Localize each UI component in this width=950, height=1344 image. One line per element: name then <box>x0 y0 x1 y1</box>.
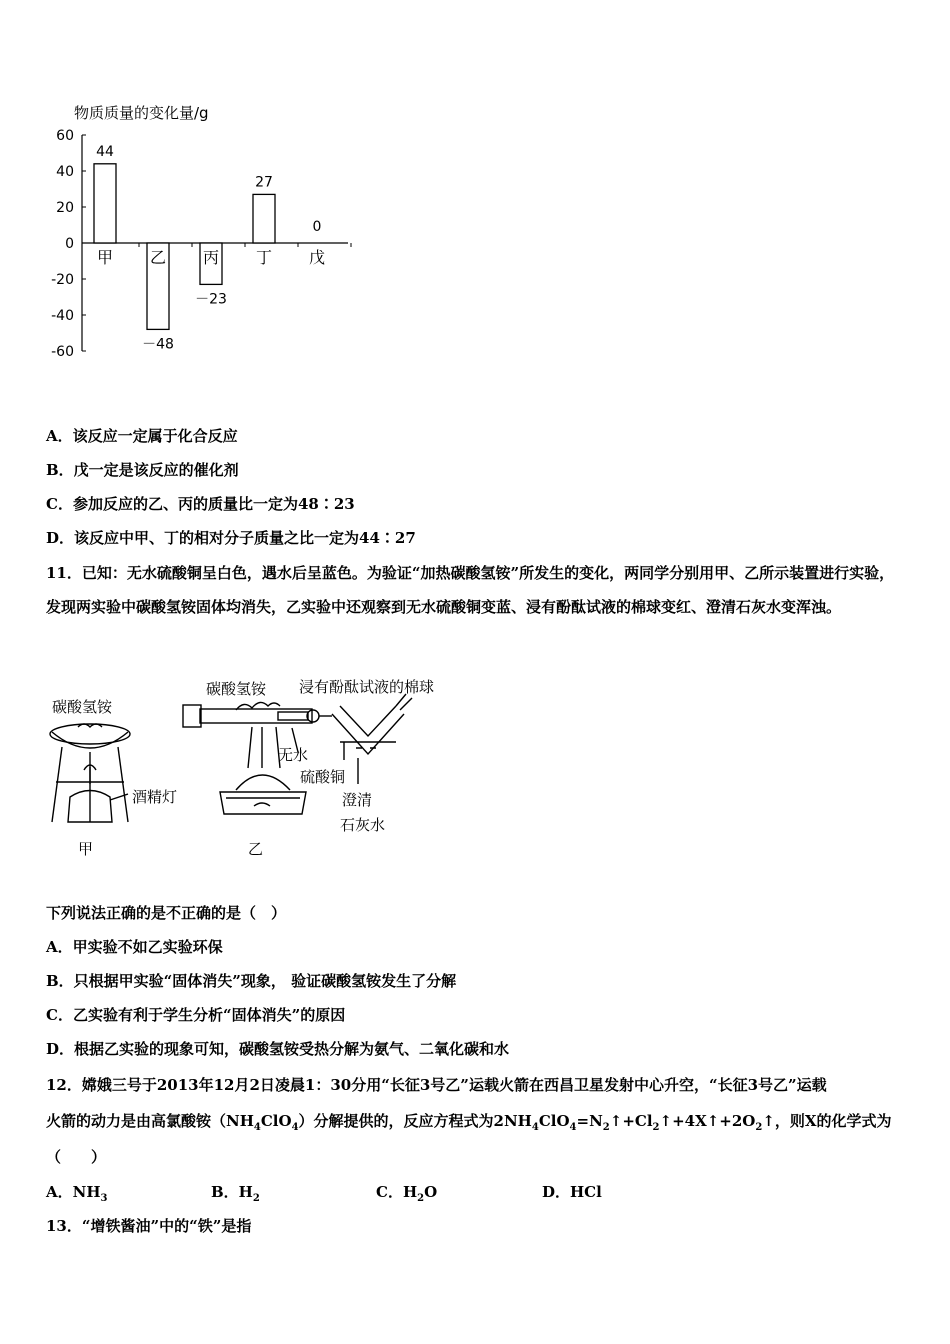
y-tick-label: -60 <box>51 344 74 360</box>
q12-option-b: B．$H_2$ <box>211 1183 260 1204</box>
data-label: 27 <box>255 174 273 191</box>
data-label: 0 <box>312 219 322 235</box>
y-tick-label: -40 <box>51 308 74 324</box>
q12-line2: 火箭的动力是由高氯酸铵$(NH_4ClO_4)$分解提供的，反应方程式为$2NH_4ClO_4=N_2↑+Cl_2↑+4X↑+2O_2↑$，则X的化学式为 <box>46 1112 892 1133</box>
category-label: 戊 <box>308 248 326 267</box>
y-tick-label: 60 <box>56 128 74 144</box>
q11-stem: 11．已知：无水硫酸铜呈白色，遇水后呈蓝色。为验证“加热碳酸氢铵”所发生的变化，两同学分别用甲、乙所示装置进行实验，发现两实验中碳酸氢铵固体均消失，乙实验中还观察到无水硫酸铜变蓝、浸有酚酞试液的棉球变红、澄清石灰水变浑浊。 <box>46 564 895 616</box>
q10-option-a: A．该反应一定属于化合反应 <box>46 427 238 445</box>
label-limewater: 石灰水 <box>340 816 386 834</box>
q12-option-c: C．$H_2O$ <box>376 1183 438 1204</box>
experiment-apparatus-figure <box>40 672 480 862</box>
category-label: 乙 <box>149 248 167 267</box>
category-label: 甲 <box>96 248 114 267</box>
bar-甲 <box>94 164 116 243</box>
q10-option-c: C．参加反应的乙、丙的质量比一定为48∶23 <box>46 495 355 513</box>
q11-option-a: A．甲实验不如乙实验环保 <box>46 938 223 956</box>
label-copper-sulfate: 硫酸铜 <box>300 768 346 786</box>
chart-title: 物质质量的变化量/g <box>74 104 209 122</box>
y-tick-label: 20 <box>56 200 74 216</box>
q11-option-b: B．只根据甲实验“固体消失”现象， 验证碳酸氢铵发生了分解 <box>46 972 457 990</box>
q11-question: 下列说法正确的是不正确的是（ ） <box>46 904 287 922</box>
q10-option-b: B．戊一定是该反应的催化剂 <box>46 461 239 479</box>
label-alcohol-lamp: 酒精灯 <box>132 788 178 806</box>
label-yi: 乙 <box>248 840 264 858</box>
q10-option-d: D．该反应中甲、丁的相对分子质量之比一定为44∶27 <box>46 529 416 547</box>
y-tick-label: 40 <box>56 164 74 180</box>
q12-line1: 12．嫦娥三号于2013年12月2日凌晨1：30分用“长征3号乙”运载火箭在西昌卫星发射中心升空，“长征3号乙”运载 <box>46 1076 827 1094</box>
y-tick-label: -20 <box>51 272 74 288</box>
q12-option-a: A．$NH_3$ <box>46 1183 108 1204</box>
q11-option-d: D．根据乙实验的现象可知，碳酸氢铵受热分解为氨气、二氧化碳和水 <box>46 1040 510 1058</box>
y-tick-label: 0 <box>65 236 74 252</box>
q12-option-d: D．HCl <box>542 1183 602 1201</box>
label-nh4hco3-yi: 碳酸氢铵 <box>206 680 267 698</box>
category-label: 丙 <box>202 248 220 267</box>
data-label: －23 <box>195 291 227 308</box>
label-clear: 澄清 <box>342 791 373 809</box>
label-anhydrous: 无水 <box>278 746 309 764</box>
label-cotton-ball: 浸有酚酞试液的棉球 <box>299 678 435 696</box>
label-jia: 甲 <box>78 840 94 858</box>
q12-options-row <box>46 1181 906 1203</box>
mass-change-bar-chart <box>40 95 370 375</box>
q13-stem: 13．“增铁酱油”中的“铁”是指 <box>46 1217 252 1235</box>
q12-answer-paren: （ ） <box>46 1148 107 1166</box>
q11-option-c: C．乙实验有利于学生分析“固体消失”的原因 <box>46 1006 346 1024</box>
bar-丁 <box>253 194 275 243</box>
category-label: 丁 <box>255 248 273 267</box>
data-label: 44 <box>96 143 114 160</box>
label-nh4hco3-jia: 碳酸氢铵 <box>52 698 113 716</box>
data-label: －48 <box>142 336 174 353</box>
